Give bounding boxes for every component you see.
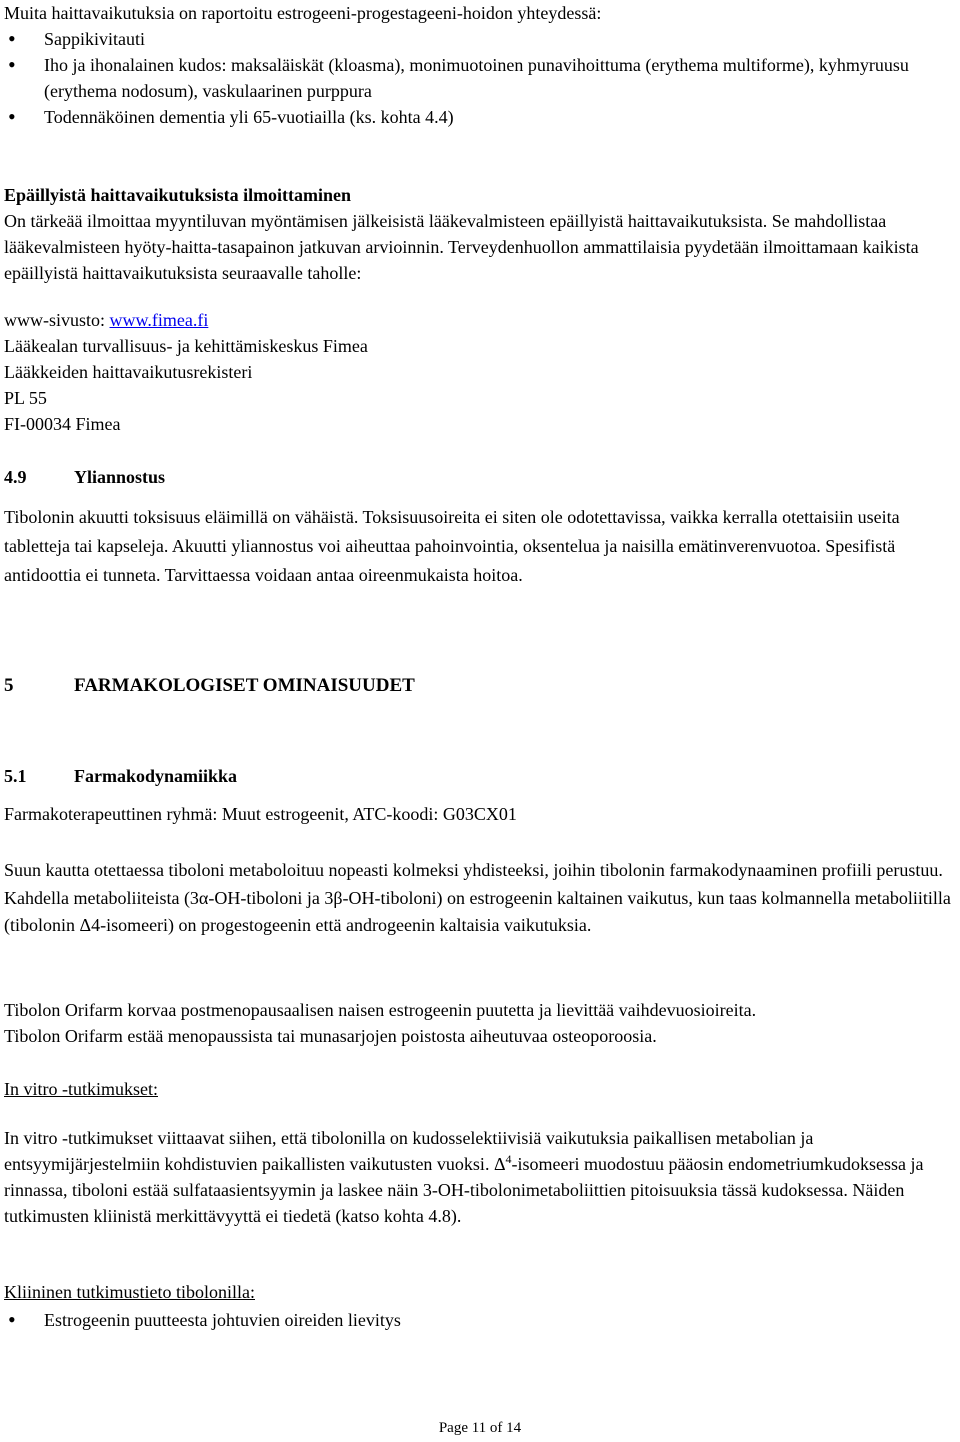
- list-item: • Iho ja ihonalainen kudos: maksaläiskät (kloasma), monimuotoinen punavihoittuma (erythema multiforme), kyhmyruusu (erythema nodosum), vaskulaarinen purppura: [4, 52, 956, 104]
- indication-line: Tibolon Orifarm estää menopaussista tai munasarjojen poistosta aiheutuvaa osteoporoosia.: [4, 1026, 657, 1046]
- adverse-effects-block: [4, 0, 956, 130]
- clinical-data-list: [4, 1307, 956, 1333]
- list-item: • Sappikivitauti: [4, 26, 956, 52]
- list-item: • Estrogeenin puutteesta johtuvien oireiden lievitys: [4, 1307, 956, 1333]
- in-vitro-paragraph: [4, 1125, 956, 1229]
- section-5-heading: [4, 673, 956, 699]
- section-5-1-heading: [4, 763, 956, 789]
- atc-line: Farmakoterapeuttinen ryhmä: Muut estrogeenit, ATC-koodi: G03CX01: [4, 804, 517, 824]
- section-number: 5: [4, 675, 14, 696]
- reporting-text: On tärkeää ilmoittaa myyntiluvan myöntämisen jälkeisistä lääkevalmisteen epäillyistä haittavaikutuksista. Se mahdollistaa lääkevalmisteen hyöty-haitta-tasapainon jatkuvan arvioinnin. Terveydenhuollon ammattilaisia pyydetään ilmoittamaan kaikista epäillyistä haittavaikutuksista seuraavalle taholle:: [4, 211, 919, 283]
- superscript: 4: [505, 1152, 512, 1166]
- in-vitro-text: -isomeeri muodostuu pääosin endometriumkudoksessa ja rinnassa, tiboloni estää sulfataasientsyymin ja laskee näin 3-OH-tibolonimetaboliittien pitoisuuksia tässä kudoksessa. Näiden tutkimusten kliinistä merkittävyyttä ei tiedetä (katso kohta 4.8).: [4, 1154, 924, 1226]
- list-item: • Todennäköinen dementia yli 65-vuotiailla (ks. kohta 4.4): [4, 104, 956, 130]
- section-number: 5.1: [4, 766, 27, 786]
- reporting-block: [4, 182, 956, 286]
- overdose-text: Tibolonin akuutti toksisuus eläimillä on vähäistä. Toksisuusoireita ei siten ole odotettavissa, vaikka kerralla otettaisiin useita tabletteja tai kapseleja. Akuutti yliannostus voi aiheuttaa pahoinvointia, oksentelua ja naisilla emätinverenvuotoa. Spesifistä antidoottia ei tunneta. Tarvittaessa voidaan antaa oireenmukaista hoitoa.: [4, 507, 900, 585]
- contact-block: [4, 307, 956, 437]
- indication-paragraph: [4, 997, 956, 1049]
- reporting-heading: Epäillyistä haittavaikutuksista ilmoittaminen: [4, 185, 352, 205]
- in-vitro-heading: In vitro -tutkimukset:: [4, 1079, 158, 1099]
- website-label: www-sivusto:: [4, 310, 110, 330]
- pharmacodynamics-paragraph: Suun kautta otettaessa tiboloni metaboloituu nopeasti kolmeksi yhdisteeksi, joihin tibolonin farmakodynaaminen profiili perustuu. Kahdella metaboliiteista (3α-OH-tiboloni ja 3β-OH-tiboloni) on estrogeenin kaltainen vaikutus, kun taas kolmannella metaboliitilla (tibolonin Δ4-isomeeri) on progestogeenin että androgeenin kaltaisia vaikutuksia.: [4, 860, 951, 935]
- section-title: FARMAKOLOGISET OMINAISUUDET: [74, 675, 415, 696]
- clinical-data-heading: Kliininen tutkimustieto tibolonilla:: [4, 1282, 255, 1302]
- indication-line: Tibolon Orifarm korvaa postmenopausaalisen naisen estrogeenin puutetta ja lievittää vaihdevuosioireita.: [4, 1000, 757, 1020]
- section-4-9-heading: [4, 464, 956, 490]
- fimea-link[interactable]: www.fimea.fi: [109, 310, 209, 330]
- page-footer: Page 11 of 14: [438, 1420, 522, 1436]
- adverse-effects-list: [4, 26, 956, 130]
- section-title: Yliannostus: [74, 467, 166, 487]
- address-line: Lääkealan turvallisuus- ja kehittämiskeskus Fimea: [4, 336, 368, 356]
- section-number: 4.9: [4, 467, 27, 487]
- address-line: Lääkkeiden haittavaikutusrekisteri: [4, 362, 253, 382]
- in-vitro-text: In vitro -tutkimukset viittaavat siihen, että tibolonilla on kudosselektiivisiä vaikutuksia paikallisen metabolian ja entsyymijärjestelmiin kohdistuvien paikallisten vaikutusten vuoksi. Δ: [4, 1128, 814, 1174]
- website-line: [4, 307, 956, 333]
- section-title: Farmakodynamiikka: [74, 766, 238, 786]
- address-line: PL 55: [4, 388, 47, 408]
- adverse-effects-intro: Muita haittavaikutuksia on raportoitu estrogeeni-progestageeni-hoidon yhteydessä:: [4, 3, 602, 23]
- address-line: FI-00034 Fimea: [4, 414, 121, 434]
